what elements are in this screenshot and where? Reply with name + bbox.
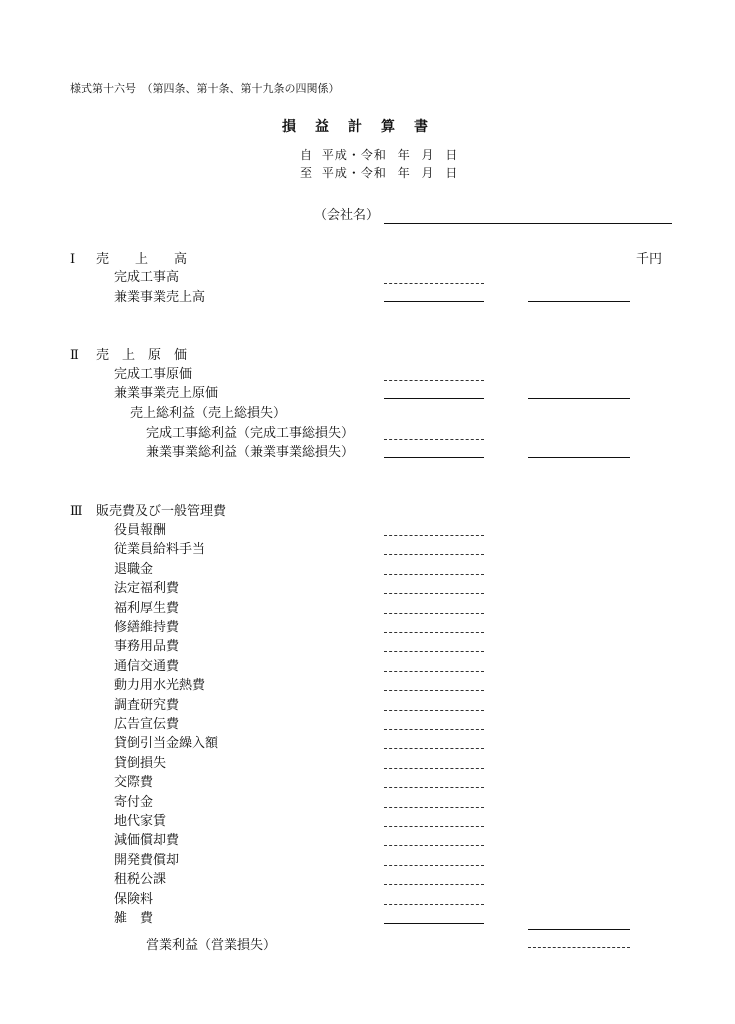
sga-item-value-field[interactable] <box>384 651 484 652</box>
sga-item-value-field[interactable] <box>384 671 484 672</box>
sga-item-value-field[interactable] <box>384 807 484 808</box>
sga-item-value-field[interactable] <box>384 632 484 633</box>
sga-item-label: 貸倒損失 <box>114 755 167 771</box>
sga-item-value-field[interactable] <box>384 904 484 905</box>
period-from-day: 日 <box>445 148 459 162</box>
sga-item-value-field[interactable] <box>384 923 484 924</box>
sga-item-label: 従業員給料手当 <box>114 542 206 558</box>
value-field-completed-construction-cost[interactable] <box>384 380 484 381</box>
period-to-month: 月 <box>421 166 435 180</box>
section-2-title: 売 上 原 価 <box>96 348 188 363</box>
value-field-side-business-gross-profit[interactable] <box>384 457 484 458</box>
sga-item-label: 交際費 <box>114 775 154 791</box>
sga-item-value-field[interactable] <box>384 554 484 555</box>
sga-item-value-field[interactable] <box>384 690 484 691</box>
period-from <box>300 146 458 163</box>
total-field-gross-profit[interactable] <box>528 457 630 458</box>
sga-item-value-field[interactable] <box>384 574 484 575</box>
section-3-title: 販売費及び一般管理費 <box>96 504 227 519</box>
period-from-era: 平成・令和 <box>321 148 387 162</box>
sga-item-label: 雑 費 <box>114 911 154 926</box>
total-field-operating-profit[interactable] <box>528 947 630 948</box>
sga-item-label: 調査研究費 <box>114 697 180 713</box>
value-field-side-business-sales[interactable] <box>384 301 484 302</box>
sga-item-value-field[interactable] <box>384 613 484 614</box>
sga-item-label: 減価償却費 <box>114 833 180 849</box>
section-2-heading <box>70 344 187 363</box>
section-1-heading <box>70 248 187 267</box>
sga-item-value-field[interactable] <box>384 826 484 827</box>
section-2-numeral: Ⅱ <box>70 348 79 363</box>
sga-item-label: 福利厚生費 <box>114 600 180 616</box>
sga-item-value-field[interactable] <box>384 593 484 594</box>
section-3-numeral: Ⅲ <box>70 504 83 519</box>
item-gross-profit: 売上総利益（売上総損失） <box>130 406 287 421</box>
value-field-side-business-cost[interactable] <box>384 398 484 399</box>
period-to-prefix: 至 <box>300 166 314 180</box>
sga-item-value-field[interactable] <box>384 710 484 711</box>
total-field-sga[interactable] <box>528 929 630 930</box>
section-3-heading <box>70 500 226 519</box>
sga-item-label: 地代家賃 <box>114 814 167 829</box>
period-to-day: 日 <box>445 166 459 180</box>
item-side-business-gross-profit: 兼業事業総利益（兼業事業総損失） <box>146 445 355 460</box>
value-field-construction-gross-profit[interactable] <box>384 439 484 440</box>
sga-item-value-field[interactable] <box>384 768 484 769</box>
item-construction-gross-profit: 完成工事総利益（完成工事総損失） <box>146 426 355 441</box>
sga-item-label: 退職金 <box>114 561 154 577</box>
item-operating-profit: 営業利益（営業損失） <box>146 938 277 953</box>
period-to-year: 年 <box>397 166 411 180</box>
item-completed-construction-cost: 完成工事原価 <box>114 367 193 382</box>
document-title: 損益計算書 <box>282 119 447 135</box>
sga-item-label: 法定福利費 <box>114 581 180 597</box>
section-1-numeral: Ⅰ <box>70 252 76 267</box>
unit-label: 千円 <box>636 252 663 267</box>
company-name-label: （会社名） <box>314 208 380 223</box>
total-field-sales[interactable] <box>528 301 630 302</box>
sga-item-label: 動力用水光熱費 <box>114 678 206 694</box>
sga-item-label: 寄付金 <box>114 794 154 810</box>
total-field-cost-of-sales[interactable] <box>528 398 630 399</box>
sga-item-value-field[interactable] <box>384 865 484 866</box>
sga-item-label: 租税公課 <box>114 872 167 888</box>
period-to <box>300 164 458 181</box>
sga-item-label: 広告宣伝費 <box>114 717 180 732</box>
sga-item-value-field[interactable] <box>384 787 484 788</box>
sga-item-value-field[interactable] <box>384 535 484 536</box>
sga-item-label: 通信交通費 <box>114 658 180 674</box>
item-side-business-cost: 兼業事業売上原価 <box>114 386 219 401</box>
sga-item-label: 保険料 <box>114 891 154 907</box>
item-side-business-sales: 兼業事業売上高 <box>114 290 206 305</box>
sga-item-value-field[interactable] <box>384 748 484 749</box>
form-number: 様式第十六号 （第四条、第十条、第十九条の四関係） <box>70 82 340 95</box>
company-name-field[interactable] <box>384 223 672 224</box>
period-from-month: 月 <box>421 148 435 162</box>
sga-item-label: 事務用品費 <box>114 639 180 655</box>
sga-item-value-field[interactable] <box>384 729 484 730</box>
sga-item-value-field[interactable] <box>384 845 484 846</box>
period-from-prefix: 自 <box>300 148 314 162</box>
sga-item-label: 修繕維持費 <box>114 620 180 635</box>
sga-item-label: 役員報酬 <box>114 523 167 538</box>
period-to-era: 平成・令和 <box>321 166 387 180</box>
section-1-title: 売 上 高 <box>96 252 188 267</box>
value-field-completed-construction-sales[interactable] <box>384 283 484 284</box>
sga-item-value-field[interactable] <box>384 884 484 885</box>
period-from-year: 年 <box>397 148 411 162</box>
sga-item-label: 貸倒引当金繰入額 <box>114 736 219 752</box>
item-completed-construction-sales: 完成工事高 <box>114 270 180 285</box>
sga-item-label: 開発費償却 <box>114 852 180 868</box>
